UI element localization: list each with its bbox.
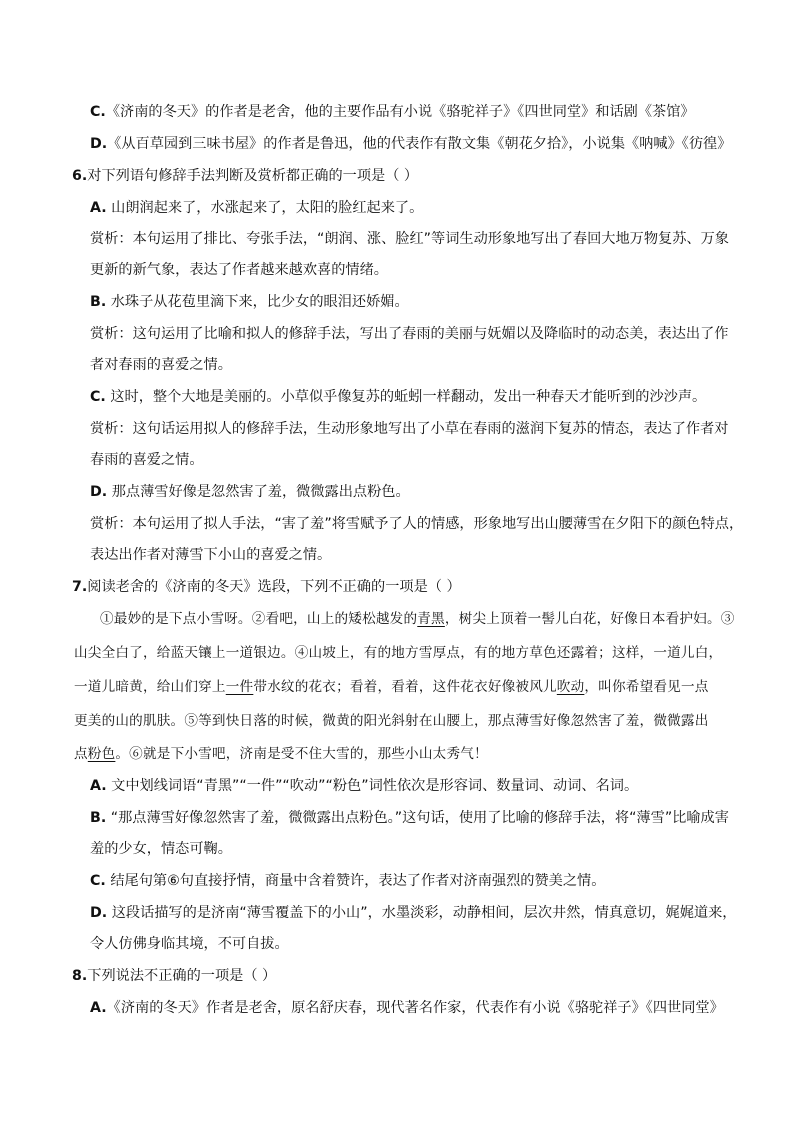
option-label: A. — [90, 200, 107, 216]
q6-option-d — [90, 482, 410, 502]
underlined-word-chuidong: 吹动 — [556, 679, 585, 695]
q6-option-a — [90, 198, 423, 218]
q6-b-analysis-line-1: 赏析：这句运用了比喻和拟人的修辞手法，写出了春雨的美丽与妩媚以及降临时的动态美，表达出了作 — [90, 326, 729, 342]
passage-text: 。⑥就是下小雪吧，济南是受不住大雪的，那些小山太秀气！ — [115, 746, 488, 762]
option-text: 这段话描写的是济南“薄雪覆盖下的小山”，水墨淡彩，动静相间，层次井然，情真意切，娓娓道来， — [111, 905, 737, 921]
question-number: 8. — [72, 968, 88, 984]
underlined-word-yijian: 一件 — [225, 679, 254, 695]
option-text: 那点薄雪好像是忽然害了羞，微微露出点粉色。 — [111, 484, 410, 500]
q7-stem — [72, 577, 461, 597]
option-text: 《济南的冬天》的作者是老舍，他的主要作品有小说《骆驼祥子》《四世同堂》和话剧《茶馆》 — [105, 104, 695, 120]
q7-option-d — [90, 903, 736, 923]
q6-a-analysis-line-2: 更新的新气象，表达了作者越来越欢喜的情绪。 — [90, 262, 388, 278]
q6-c-analysis-line-1: 赏析：这句话运用拟人的修辞手法，生动形象地写出了小草在春雨的滋润下复苏的情态，表达了作者对 — [90, 421, 729, 437]
passage-text: ①最妙的是下点小雪呀。②看吧，山上的矮松越发的 — [100, 611, 418, 627]
passage-line-3 — [74, 677, 709, 697]
option-label: C. — [90, 104, 106, 120]
passage-line-4: 更美的山的肌肤。⑤等到快日落的时候，微黄的阳光斜射在山腰上，那点薄雪好像忽然害了羞，微微露出 — [74, 713, 709, 729]
passage-text: ，叫你希望看见一点 — [584, 679, 709, 695]
q6-option-b — [90, 292, 409, 312]
question-text: 阅读老舍的《济南的冬天》选段，下列不正确的一项是（ ） — [87, 579, 461, 595]
passage-line-5 — [74, 744, 488, 764]
option-label: D. — [90, 484, 108, 500]
q6-d-analysis-line-2: 表达出作者对薄雪下小山的喜爱之情。 — [90, 547, 332, 563]
passage-line-1 — [100, 609, 735, 629]
option-label: C. — [90, 389, 106, 405]
passage-text: 一道儿暗黄，给山们穿上 — [74, 679, 226, 695]
q7-option-b — [90, 808, 729, 828]
passage-text: 带水纹的花衣；看着，看着，这件花衣好像被风儿 — [253, 679, 557, 695]
q6-stem — [72, 166, 418, 186]
option-text: 山朗润起来了，水涨起来了，太阳的脸红起来了。 — [111, 200, 424, 216]
underlined-word-fense: 粉色 — [87, 746, 116, 762]
option-text: 文中划线词语“青黑”“一件”“吹动”“粉色”词性依次是形容词、数量词、动词、名词。 — [111, 778, 639, 794]
option-text: 《济南的冬天》作者是老舍，原名舒庆春，现代著名作家，代表作有小说《骆驼祥子》《四世同堂》 — [106, 1000, 724, 1016]
question-number: 7. — [72, 579, 88, 595]
option-label: D. — [90, 905, 108, 921]
q6-a-analysis-line-1: 赏析：本句运用了排比、夸张手法，“朗润、涨、脸红”等词生动形象地写出了春回大地万物复苏、万象 — [90, 231, 729, 247]
q8-option-a — [90, 998, 724, 1018]
passage-text: ，树尖上顶着一髻儿白花，好像日本看护妇。③ — [444, 611, 735, 627]
question-number: 6. — [72, 168, 88, 184]
option-text: “那点薄雪好像忽然害了羞，微微露出点粉色。”这句话，使用了比喻的修辞手法，将“薄雪”比喻成害 — [110, 810, 729, 826]
option-label: A. — [90, 778, 107, 794]
question-text: 下列说法不正确的一项是（ ） — [87, 968, 277, 984]
option-text: 水珠子从花苞里滴下来，比少女的眼泪还娇媚。 — [110, 294, 409, 310]
passage-text: 点 — [74, 746, 88, 762]
option-label: B. — [90, 810, 107, 826]
question-text: 对下列语句修辞手法判断及赏析都正确的一项是（ ） — [87, 168, 419, 184]
q7-option-d-line-2: 令人仿佛身临其境，不可自拔。 — [90, 936, 289, 952]
q6-c-analysis-line-2: 春雨的喜爱之情。 — [90, 452, 204, 468]
q8-stem — [72, 966, 276, 986]
q7-option-c — [90, 871, 605, 891]
q6-option-c — [90, 387, 706, 407]
q5-option-d — [90, 134, 731, 154]
option-label: B. — [90, 294, 107, 310]
option-label: C. — [90, 873, 106, 889]
option-label: A. — [90, 1000, 107, 1016]
q7-option-b-line-2: 羞的少女，情态可鞠。 — [90, 841, 232, 857]
q6-b-analysis-line-2: 者对春雨的喜爱之情。 — [90, 357, 232, 373]
option-label: D. — [90, 136, 108, 152]
q6-d-analysis-line-1: 赏析：本句运用了拟人手法，“害了羞”将雪赋予了人的情感，形象地写出山腰薄雪在夕阳下的颜色特点， — [90, 516, 744, 532]
q5-option-c — [90, 102, 695, 122]
option-text: 《从百草园到三味书屋》的作者是鲁迅，他的代表作有散文集《朝花夕拾》，小说集《呐喊》《彷徨》 — [107, 136, 732, 152]
option-text: 结尾句第⑥句直接抒情，商量中含着赞许，表达了作者对济南强烈的赞美之情。 — [110, 873, 606, 889]
option-text: 这时，整个大地是美丽的。小草似乎像复苏的蚯蚓一样翻动，发出一种春天才能听到的沙沙声。 — [110, 389, 707, 405]
passage-line-2: 山尖全白了，给蓝天镶上一道银边。④山坡上，有的地方雪厚点，有的地方草色还露着；这样，一道儿白， — [74, 645, 723, 661]
underlined-word-qinghei: 青黑 — [417, 611, 445, 627]
q7-option-a — [90, 776, 638, 796]
